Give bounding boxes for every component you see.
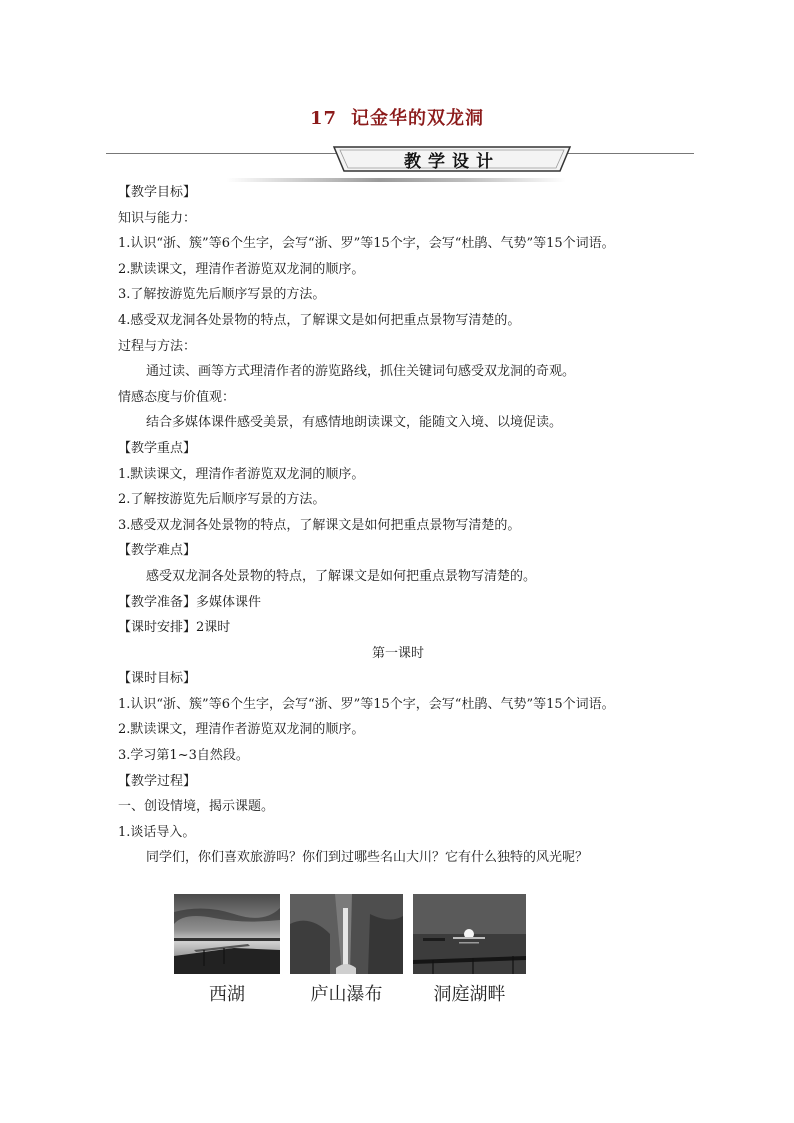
heading-difficulties: 【教学难点】 — [118, 543, 197, 559]
photo-caption: 西湖 — [209, 984, 245, 1005]
heading-period-goals: 【课时目标】 — [118, 671, 197, 687]
difficulty-text: 感受双龙洞各处景物的特点，了解课文是如何把重点景物写清楚的。 — [146, 568, 537, 584]
goal-item: 3.了解按游览先后顺序写景的方法。 — [118, 287, 326, 303]
goal-item: 2.默读课文，理清作者游览双龙洞的顺序。 — [118, 261, 365, 277]
lesson-number: 17 — [309, 108, 338, 129]
banner-label: 教学设计 — [404, 152, 500, 172]
key-point-item: 2.了解按游览先后顺序写景的方法。 — [118, 492, 326, 508]
key-point-item: 3.感受双龙洞各处景物的特点，了解课文是如何把重点景物写清楚的。 — [118, 517, 521, 533]
teaching-preparation: 【教学准备】多媒体课件 — [118, 594, 262, 610]
heading-key-points: 【教学重点】 — [118, 440, 197, 456]
lake-photo-icon — [174, 894, 280, 974]
waterfall-photo-icon — [290, 894, 403, 974]
photo-caption: 洞庭湖畔 — [433, 984, 506, 1005]
sunset-lake-photo-icon — [413, 894, 526, 974]
subheading-knowledge: 知识与能力： — [118, 210, 197, 226]
goal-item: 1.认识“浙、簇”等6个生字，会写“浙、罗”等15个字，会写“杜鹃、气势”等15个词语。 — [118, 236, 615, 252]
period-goal-item: 3.学习第1~3自然段。 — [118, 748, 249, 764]
process-text: 通过读、画等方式理清作者的游览路线，抓住关键词句感受双龙洞的奇观。 — [146, 364, 576, 380]
goal-item: 4.感受双龙洞各处景物的特点，了解课文是如何把重点景物写清楚的。 — [118, 312, 521, 328]
subheading-attitude: 情感态度与价值观： — [118, 389, 236, 405]
lesson-body — [118, 180, 718, 871]
scenery-photos — [174, 894, 534, 1006]
section-banner — [106, 144, 694, 184]
attitude-text: 结合多媒体课件感受美景，有感情地朗读课文，能随文入境、以境促读。 — [146, 415, 563, 431]
lesson-title — [0, 104, 794, 130]
class-schedule: 【课时安排】2课时 — [118, 620, 231, 636]
photo-caption: 庐山瀑布 — [310, 984, 383, 1005]
lesson-title-text: 记金华的双龙洞 — [351, 108, 485, 129]
process-substep: 1.谈话导入。 — [118, 824, 196, 840]
period-goal-item: 1.认识“浙、簇”等6个生字，会写“浙、罗”等15个字，会写“杜鹃、气势”等15个词语。 — [118, 696, 615, 712]
process-step-heading: 一、创设情境，揭示课题。 — [118, 799, 275, 815]
intro-question: 同学们，你们喜欢旅游吗？你们到过哪些名山大川？它有什么独特的风光呢？ — [146, 850, 589, 866]
heading-teaching-process: 【教学过程】 — [118, 773, 197, 789]
subheading-process: 过程与方法： — [118, 338, 197, 354]
first-period-heading: 第一课时 — [371, 645, 424, 661]
period-goal-item: 2.默读课文，理清作者游览双龙洞的顺序。 — [118, 722, 365, 738]
key-point-item: 1.默读课文，理清作者游览双龙洞的顺序。 — [118, 466, 365, 482]
heading-teaching-goals: 【教学目标】 — [118, 185, 197, 200]
